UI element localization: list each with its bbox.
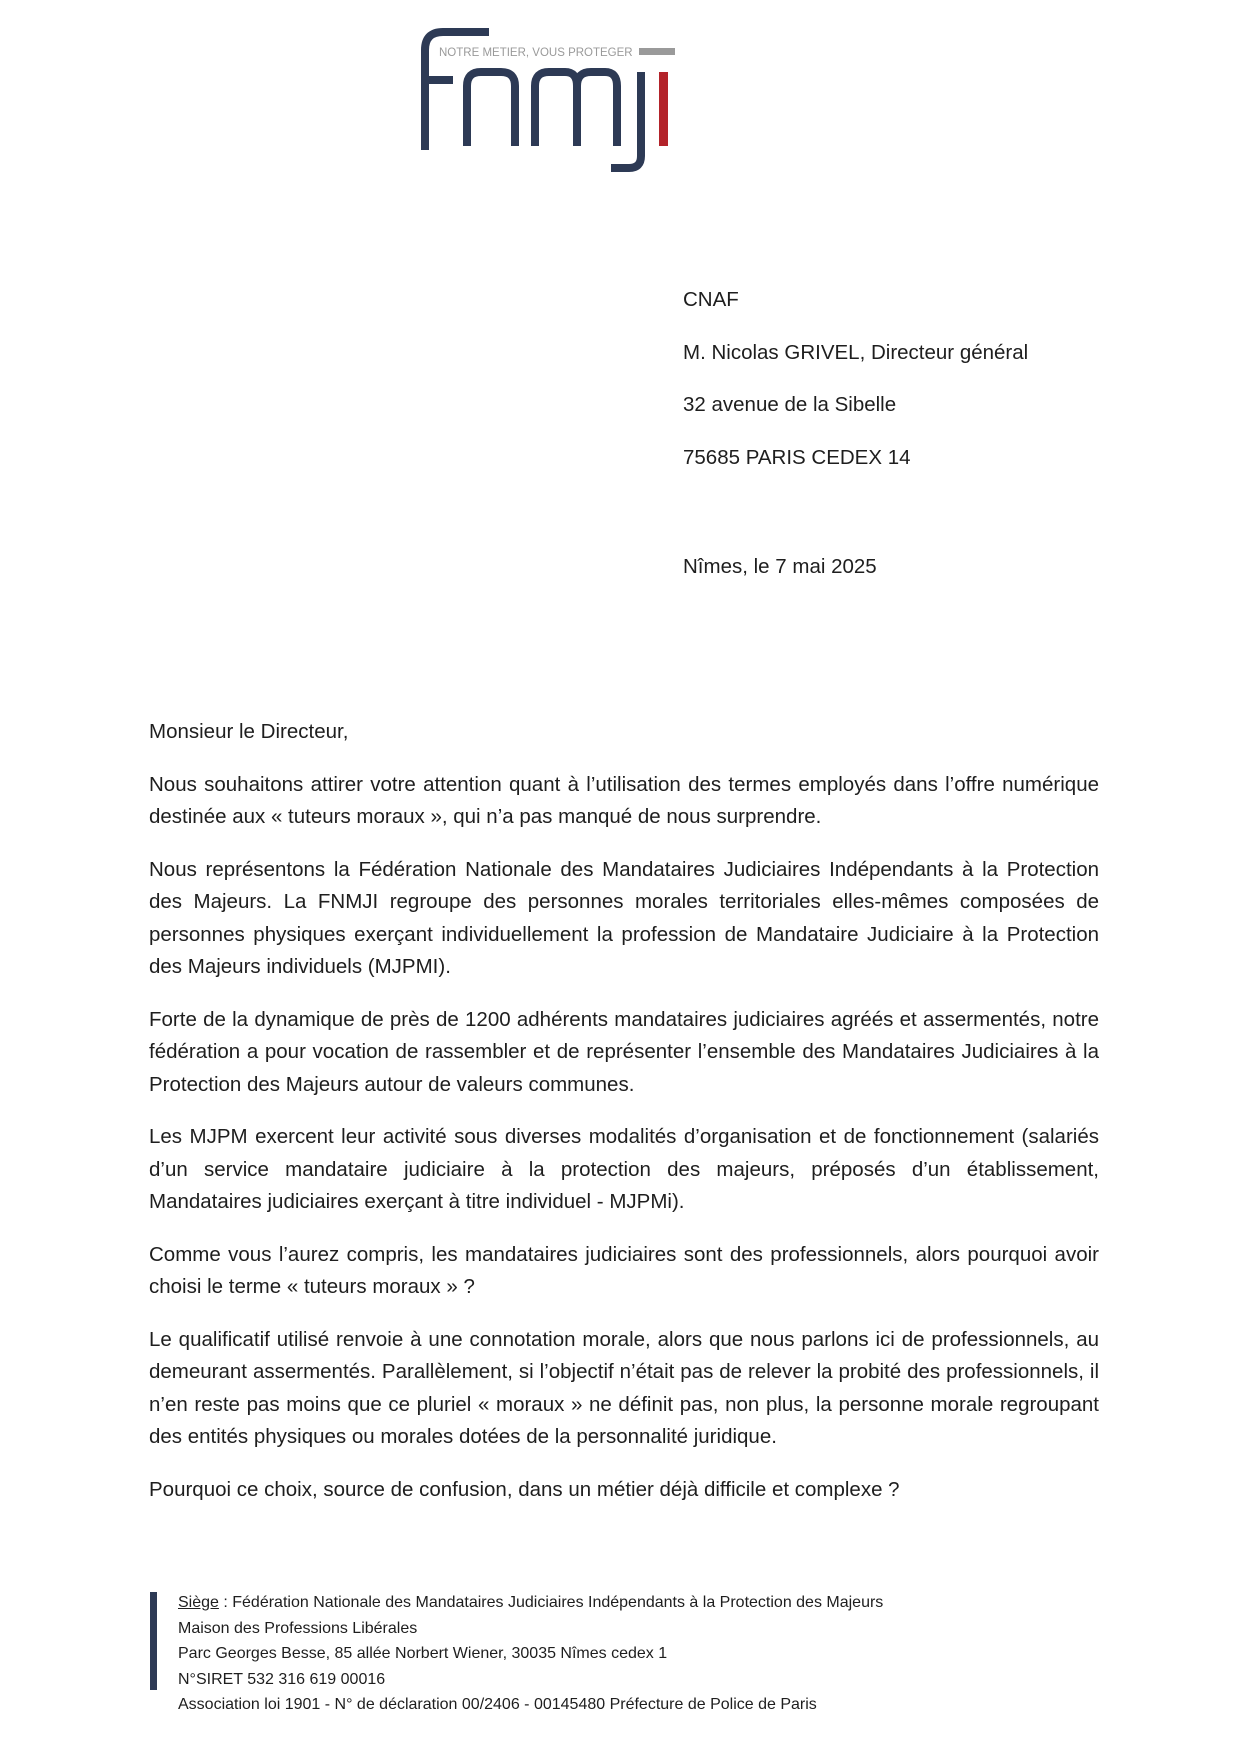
footer-accent-bar	[150, 1592, 157, 1690]
footer-lines	[178, 1590, 883, 1718]
salutation: Monsieur le Directeur,	[149, 720, 349, 743]
footer-siret: N°SIRET 532 316 619 00016	[178, 1670, 386, 1688]
footer-line: Association loi 1901 - N° de déclaration 00/2406 - 00145480 Préfecture de Police de Paris	[178, 1696, 817, 1714]
footer	[150, 1590, 1050, 1714]
letter-body	[149, 716, 1099, 1526]
paragraph: Nous souhaitons attirer votre attention quant à l’utilisation des termes employés dans l’offre numérique destinée aux « tuteurs moraux », qui n’a pas manqué de nous surprendre.	[149, 772, 1099, 828]
paragraph: Pourquoi ce choix, source de confusion, dans un métier déjà difficile et complexe ?	[149, 1477, 900, 1501]
paragraph: Forte de la dynamique de près de 1200 adhérents mandataires judiciaires agréés et assermentés, notre fédération a pour vocation de rassembler et de représenter l’ensemble des Mandataires Judiciaires à la Protection des Majeurs autour de valeurs communes.	[149, 1007, 1099, 1096]
recipient-org: CNAF	[683, 288, 739, 311]
footer-siege-text: : Fédération Nationale des Mandataires Judiciaires Indépendants à la Protection des Majeurs	[218, 1594, 884, 1611]
date-line: Nîmes, le 7 mai 2025	[683, 555, 877, 578]
recipient-city: 75685 PARIS CEDEX 14	[683, 445, 911, 469]
logo-tagline: NOTRE METIER, VOUS PROTEGER	[439, 47, 633, 59]
paragraph: Nous représentons la Fédération Nationale des Mandataires Judiciaires Indépendants à la Protection des Majeurs. La FNMJI regroupe des personnes morales territoriales elles-mêmes composées de personnes physiques exerçant individuellement la profession de Mandataire Judiciaire à la Protection des Majeurs individuels (MJPMI).	[149, 857, 1099, 978]
recipient-name: M. Nicolas GRIVEL, Directeur général	[683, 340, 1029, 364]
fnmji-logo	[415, 28, 715, 173]
recipient-address-block	[683, 288, 1028, 498]
paragraph: Comme vous l’aurez compris, les mandataires judiciaires sont des professionnels, alors pourquoi avoir choisi le terme « tuteurs moraux » ?	[149, 1242, 1099, 1298]
paragraph: Les MJPM exercent leur activité sous diverses modalités d’organisation et de fonctionnement (salariés d’un service mandataire judiciaire à la protection des majeurs, préposés d’un établissement, Mandataires judiciaires exerçant à titre individuel - MJPMi).	[149, 1125, 1099, 1213]
footer-siege-line	[178, 1590, 883, 1616]
footer-line: Parc Georges Besse, 85 allée Norbert Wiener, 30035 Nîmes cedex 1	[178, 1645, 668, 1663]
paragraph: Le qualificatif utilisé renvoie à une connotation morale, alors que nous parlons ici de professionnels, au demeurant assermentés. Parallèlement, si l’objectif n’était pas de relever la probité des professionnels, il n’en reste pas moins que ce pluriel « moraux » ne définit pas, non plus, la personne morale regroupant des entités physiques ou morales dotées de la personnalité juridique.	[149, 1327, 1099, 1448]
footer-line: Maison des Professions Libérales	[178, 1619, 418, 1637]
recipient-street: 32 avenue de la Sibelle	[683, 393, 897, 417]
footer-siege-label: Siège	[178, 1594, 219, 1611]
